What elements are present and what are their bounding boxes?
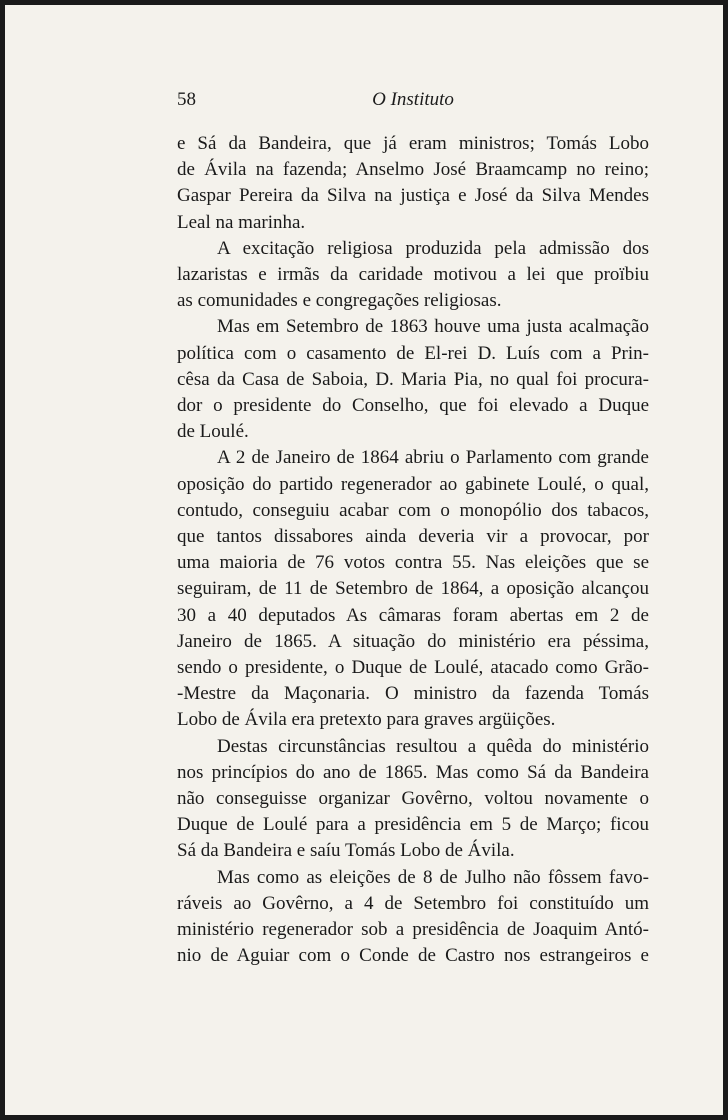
text-line: e Sá da Bandeira, que já eram ministros; Tomás Lobo — [177, 133, 649, 154]
text-line: A excitação religiosa produzida pela admissão dos — [217, 237, 649, 259]
text-line: A 2 de Janeiro de 1864 abriu o Parlamento com grande — [217, 447, 649, 469]
text-line: -Mestre da Maçonaria. O ministro da fazenda Tomás — [177, 683, 649, 705]
text-line: contudo, conseguiu acabar com o monopólio dos tabacos, — [177, 499, 649, 521]
text-line: ministério regenerador sob a presidência de Joaquim Antó- — [177, 919, 649, 941]
text-line: seguiram, de 11 de Setembro de 1864, a oposição alcançou — [177, 578, 649, 600]
text-line: de Loulé. — [177, 421, 249, 443]
paragraph — [177, 865, 649, 970]
paragraph — [177, 314, 649, 445]
page-header — [177, 87, 649, 117]
text-line: Leal na marinha. — [177, 211, 306, 233]
text-line: Destas circunstâncias resultou a quêda do ministério — [217, 735, 649, 757]
text-line: oposição do partido regenerador ao gabinete Loulé, o qual, — [177, 473, 649, 495]
text-line: cêsa da Casa de Saboia, D. Maria Pia, no qual foi procura- — [177, 368, 649, 390]
text-line: 30 a 40 deputados As câmaras foram abertas em 2 de — [177, 604, 649, 626]
text-line: lazaristas e irmãs da caridade motivou a lei que proïbiu — [177, 264, 649, 286]
text-line: uma maioria de 76 votos contra 55. Nas eleições que se — [177, 552, 649, 574]
text-line: Mas como as eleições de 8 de Julho não fôssem favo- — [217, 866, 649, 888]
body-text — [177, 131, 649, 970]
paragraph — [177, 131, 649, 236]
book-page — [5, 5, 723, 1115]
text-line: de Ávila na fazenda; Anselmo José Braamcamp no reino; — [177, 159, 649, 181]
paragraph — [177, 445, 649, 733]
text-line: política com o casamento de El-rei D. Luís com a Prin- — [177, 342, 649, 364]
text-line: nio de Aguiar com o Conde de Castro nos estrangeiros e — [177, 945, 649, 967]
paragraph — [177, 236, 649, 315]
text-line: Duque de Loulé para a presidência em 5 de Março; ficou — [177, 814, 649, 836]
text-line: sendo o presidente, o Duque de Loulé, atacado como Grão- — [177, 657, 649, 679]
page-number: 58 — [177, 89, 196, 110]
running-title: O Instituto — [372, 89, 454, 110]
text-line: Lobo de Ávila era pretexto para graves argüições. — [177, 709, 556, 731]
text-line: não conseguisse organizar Govêrno, voltou novamente o — [177, 788, 649, 810]
text-line: Sá da Bandeira e saíu Tomás Lobo de Ávila. — [177, 840, 515, 862]
text-line: dor o presidente do Conselho, que foi elevado a Duque — [177, 395, 649, 417]
text-line: Mas em Setembro de 1863 houve uma justa acalmação — [217, 316, 649, 338]
paragraph — [177, 734, 649, 865]
text-line: nos princípios do ano de 1865. Mas como Sá da Bandeira — [177, 761, 649, 783]
text-line: Gaspar Pereira da Silva na justiça e José da Silva Mendes — [177, 185, 649, 207]
text-line: ráveis ao Govêrno, a 4 de Setembro foi constituído um — [177, 892, 649, 914]
text-line: Janeiro de 1865. A situação do ministério era péssima, — [177, 630, 649, 652]
text-line: as comunidades e congregações religiosas. — [177, 290, 502, 312]
text-line: que tantos dissabores ainda deveria vir a provocar, por — [177, 526, 649, 548]
